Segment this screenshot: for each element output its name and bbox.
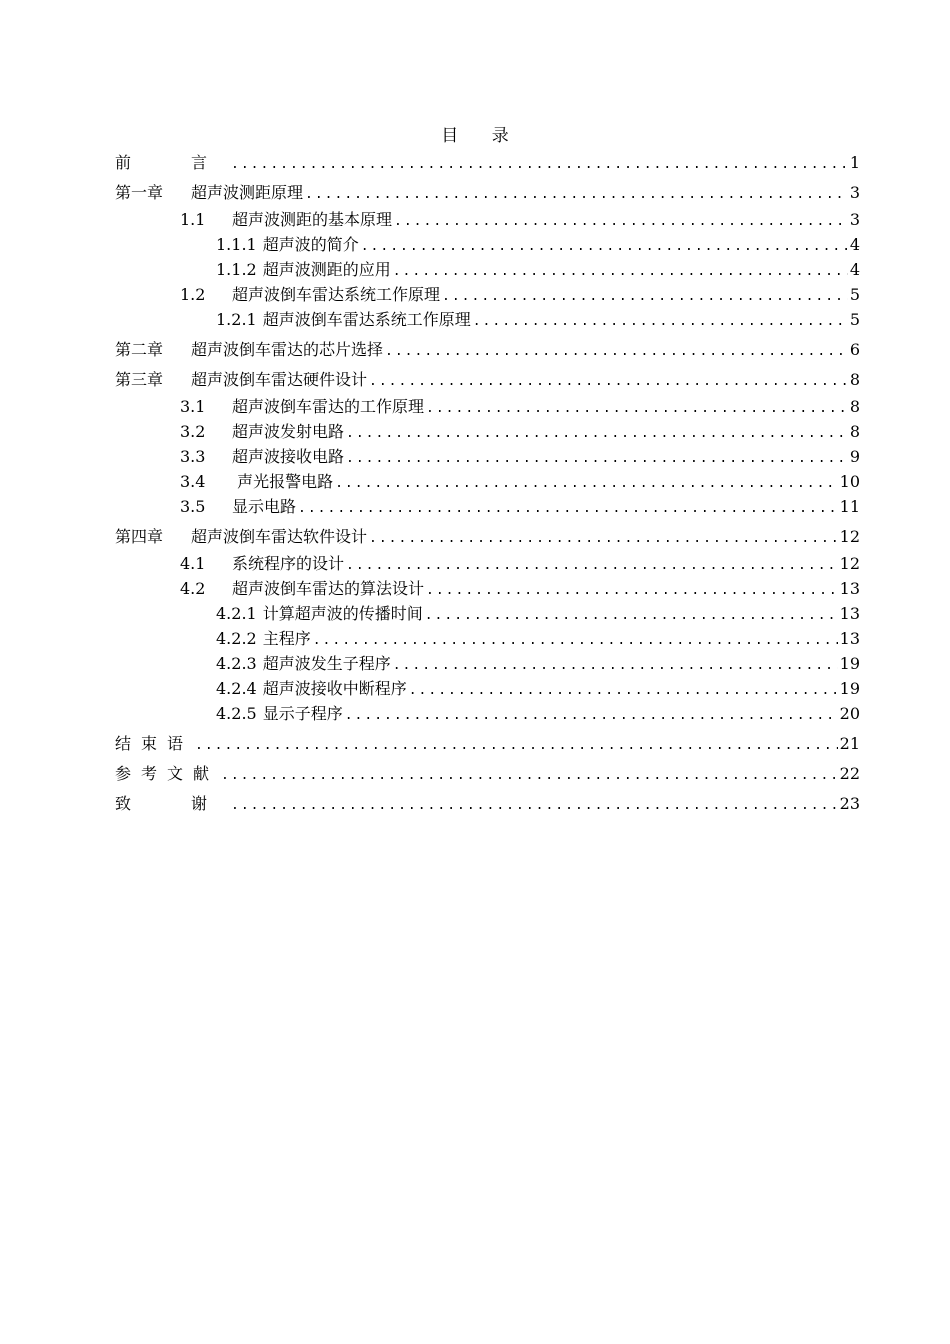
toc-entry-label: [216, 232, 359, 257]
toc-leader-dots: [393, 653, 838, 678]
toc-entry-label: [180, 282, 440, 307]
toc-leader-dots: [195, 733, 838, 758]
toc-entry-page: 21: [839, 734, 860, 753]
toc-entry-label: [216, 626, 311, 651]
toc-entry-page: 1: [849, 153, 860, 172]
toc-entry-label: [180, 394, 424, 419]
toc-entry-title: 超声波倒车雷达系统工作原理: [262, 310, 471, 329]
toc-entry-title: 超声波发射电路: [232, 422, 345, 441]
toc-entry-number: 4.2.4: [216, 679, 257, 698]
toc-entry-label: [180, 469, 333, 494]
toc-entry-page: 4: [849, 235, 860, 254]
toc-entry-page: 13: [839, 579, 860, 598]
toc-entry-number: 4.2.2: [216, 629, 257, 648]
toc-leader-dots: [426, 396, 848, 421]
toc-entry-title: 超声波测距的应用: [262, 260, 391, 279]
toc-leader-dots: [369, 369, 848, 394]
toc-entry-title: 致 谢: [115, 794, 230, 813]
toc-entry[interactable]: [115, 419, 860, 444]
toc-entry-title: 超声波发生子程序: [262, 654, 391, 673]
toc-leader-dots: [346, 553, 838, 578]
toc-entry-title: 超声波倒车雷达系统工作原理: [232, 285, 441, 304]
toc-entry-number: 1.2.1: [216, 310, 257, 329]
toc-entry-number: 第二章: [115, 340, 164, 359]
toc-entry-page: 5: [849, 285, 860, 304]
toc-entry[interactable]: [115, 150, 860, 175]
toc-entry[interactable]: [115, 701, 860, 726]
toc-entry-label: [115, 367, 367, 392]
toc-entry[interactable]: [115, 232, 860, 257]
toc-entry-title: 超声波的简介: [262, 235, 359, 254]
toc-leader-dots: [409, 678, 838, 703]
toc-entry-label: [115, 761, 219, 786]
toc-entry-title: 超声波倒车雷达硬件设计: [191, 370, 368, 389]
page-title: 目 录: [441, 126, 523, 146]
toc-entry-title: 显示子程序: [262, 704, 343, 723]
toc-entry-number: 第三章: [115, 370, 164, 389]
toc-entry[interactable]: [115, 257, 860, 282]
toc-leader-dots: [394, 209, 848, 234]
toc-entry-label: [180, 444, 344, 469]
toc-leader-dots: [361, 234, 848, 259]
toc-entry-title: 超声波测距的基本原理: [232, 210, 393, 229]
toc-entry-page: 19: [839, 679, 860, 698]
toc-entry[interactable]: [115, 576, 860, 601]
toc-entry-number: 1.1.2: [216, 260, 257, 279]
toc-leader-dots: [369, 526, 838, 551]
toc-leader-dots: [313, 628, 838, 653]
toc-entry-label: [180, 419, 344, 444]
toc-entry-title: 声光报警电路: [232, 472, 334, 491]
toc-entry-label: [180, 494, 296, 519]
toc-entry[interactable]: [115, 469, 860, 494]
toc-entry-number: 1.1.1: [216, 235, 257, 254]
toc-entry-title: 超声波接收电路: [232, 447, 345, 466]
toc-entry-page: 8: [849, 422, 860, 441]
toc-entry-label: [115, 791, 229, 816]
toc-entry-title: 超声波倒车雷达的工作原理: [232, 397, 425, 416]
toc-entry-page: 3: [849, 210, 860, 229]
toc-entry[interactable]: [115, 651, 860, 676]
toc-entry-label: [115, 337, 383, 362]
toc-leader-dots: [231, 152, 848, 177]
toc-entry[interactable]: [115, 551, 860, 576]
toc-entry[interactable]: [115, 761, 860, 786]
toc-entry-label: [115, 524, 367, 549]
toc-entry-title: 参考文献: [115, 764, 220, 783]
toc-entry[interactable]: [115, 337, 860, 362]
toc-entry-label: [216, 307, 471, 332]
toc-entry-title: 显示电路: [232, 497, 297, 516]
toc-leader-dots: [473, 309, 848, 334]
toc-entry-title: 前 言: [115, 153, 230, 172]
toc-entry[interactable]: [115, 524, 860, 549]
toc-entry[interactable]: [115, 394, 860, 419]
toc-entry-page: 20: [839, 704, 860, 723]
toc-leader-dots: [346, 446, 848, 471]
toc-entry[interactable]: [115, 367, 860, 392]
toc-entry-number: 4.2: [180, 579, 206, 598]
toc-entry-page: 11: [839, 497, 860, 516]
toc-leader-dots: [221, 763, 838, 788]
toc-entry-title: 计算超声波的传播时间: [262, 604, 423, 623]
toc-leader-dots: [393, 259, 848, 284]
toc-entry-page: 23: [839, 794, 860, 813]
toc-entry[interactable]: [115, 626, 860, 651]
toc-leader-dots: [346, 421, 848, 446]
toc-entry-number: 4.2.1: [216, 604, 257, 623]
toc-entry-number: 4.2.3: [216, 654, 257, 673]
toc-leader-dots: [335, 471, 838, 496]
toc-entry-page: 12: [839, 527, 860, 546]
toc-entry[interactable]: [115, 180, 860, 205]
toc-entry[interactable]: [115, 676, 860, 701]
toc-entry[interactable]: [115, 307, 860, 332]
toc-entry-page: 13: [839, 629, 860, 648]
toc-leader-dots: [231, 793, 838, 818]
toc-entry-label: [180, 576, 424, 601]
toc-entry-label: [216, 601, 423, 626]
toc-leader-dots: [442, 284, 848, 309]
toc-leader-dots: [298, 496, 838, 521]
table-of-contents: [115, 150, 860, 816]
toc-leader-dots: [305, 182, 848, 207]
toc-entry-title: 结束语: [115, 734, 194, 753]
toc-entry[interactable]: [115, 207, 860, 232]
toc-entry-title: 超声波倒车雷达的芯片选择: [191, 340, 384, 359]
toc-entry-title: 超声波倒车雷达软件设计: [191, 527, 368, 546]
toc-entry-number: 3.5: [180, 497, 206, 516]
toc-entry-label: [180, 551, 344, 576]
toc-entry-page: 3: [849, 183, 860, 202]
toc-entry-number: 3.2: [180, 422, 206, 441]
toc-entry-number: 1.2: [180, 285, 206, 304]
toc-entry-page: 5: [849, 310, 860, 329]
toc-entry-page: 4: [849, 260, 860, 279]
toc-entry[interactable]: [115, 791, 860, 816]
toc-entry-number: 3.4: [180, 472, 206, 491]
toc-entry-number: 第四章: [115, 527, 164, 546]
toc-entry[interactable]: [115, 282, 860, 307]
toc-entry-title: 主程序: [262, 629, 311, 648]
toc-leader-dots: [426, 578, 838, 603]
toc-entry-page: 10: [839, 472, 860, 491]
toc-entry-title: 超声波测距原理: [191, 183, 304, 202]
toc-entry-number: 4.2.5: [216, 704, 257, 723]
toc-leader-dots: [345, 703, 838, 728]
toc-entry-page: 9: [849, 447, 860, 466]
toc-entry-page: 8: [849, 370, 860, 389]
toc-entry-number: 3.1: [180, 397, 206, 416]
toc-entry-number: 3.3: [180, 447, 206, 466]
toc-entry-label: [216, 701, 343, 726]
toc-entry-page: 19: [839, 654, 860, 673]
toc-entry-title: 超声波接收中断程序: [262, 679, 407, 698]
toc-entry-label: [216, 676, 407, 701]
toc-leader-dots: [385, 339, 848, 364]
toc-entry-page: 13: [839, 604, 860, 623]
toc-entry[interactable]: [115, 731, 860, 756]
toc-entry-title: 超声波倒车雷达的算法设计: [232, 579, 425, 598]
toc-entry-number: 1.1: [180, 210, 206, 229]
toc-entry-title: 系统程序的设计: [232, 554, 345, 573]
toc-entry[interactable]: [115, 494, 860, 519]
toc-entry[interactable]: [115, 444, 860, 469]
toc-entry-label: [216, 651, 391, 676]
toc-entry-label: [115, 180, 303, 205]
toc-entry-label: [115, 150, 229, 175]
toc-entry-label: [180, 207, 392, 232]
toc-leader-dots: [425, 603, 838, 628]
toc-entry-label: [115, 731, 193, 756]
toc-entry-number: 4.1: [180, 554, 206, 573]
toc-entry-page: 6: [849, 340, 860, 359]
toc-entry-page: 8: [849, 397, 860, 416]
toc-entry-page: 12: [839, 554, 860, 573]
toc-entry-number: 第一章: [115, 183, 164, 202]
toc-entry-label: [216, 257, 391, 282]
toc-entry[interactable]: [115, 601, 860, 626]
toc-entry-page: 22: [839, 764, 860, 783]
